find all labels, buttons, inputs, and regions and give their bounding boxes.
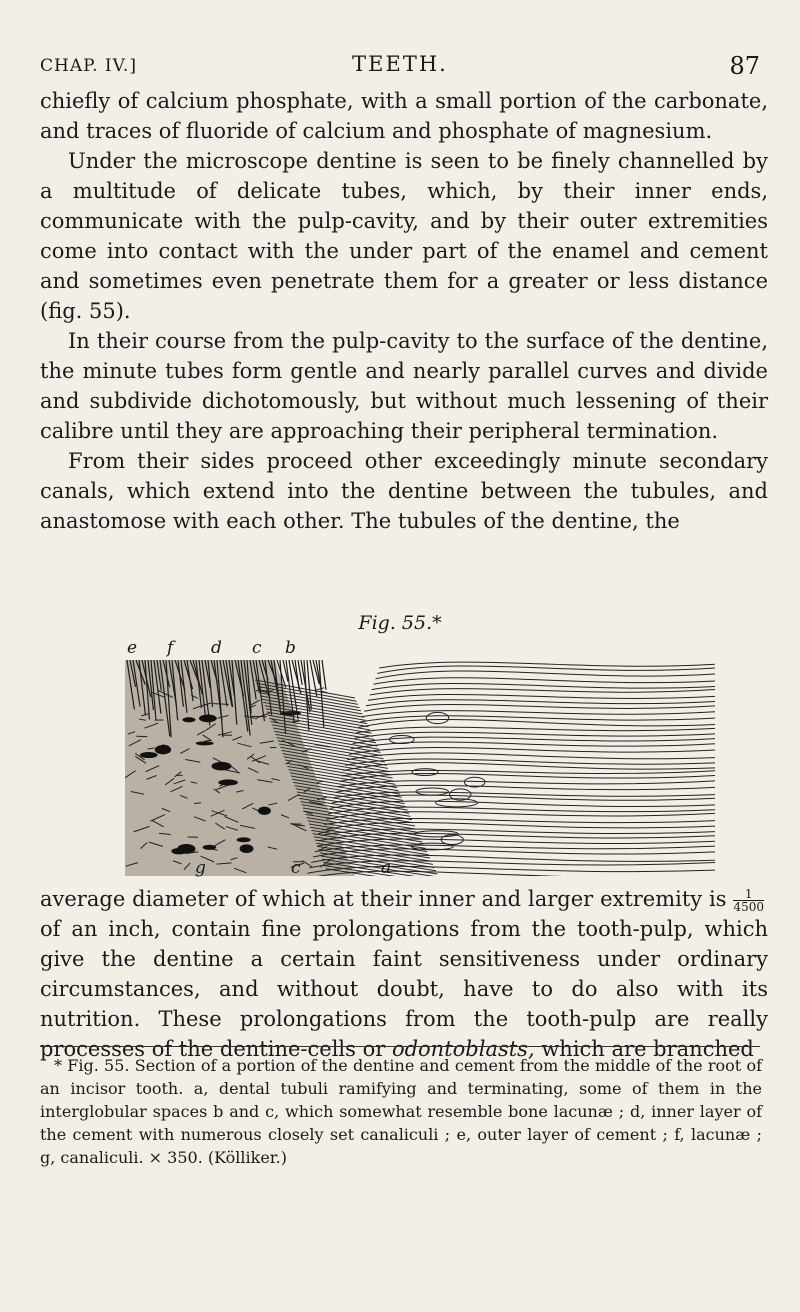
- dental-tubule: [341, 770, 715, 776]
- paragraph-line: average diameter of which at their inner and larger extremity is: [40, 887, 727, 911]
- lacuna: [155, 745, 171, 754]
- paragraph: Under the microscope dentine is seen to be finely channelled by a multitude of delicate tubes, which, by their inner ends, communicate with the pulp-cavity, and by their outer extremities come into contact with the under part of the enamel and cement and sometimes even penetrate them for a greater or less distance (fig. 55).: [40, 149, 768, 323]
- figure-label: g: [195, 858, 206, 878]
- lacuna: [237, 837, 251, 842]
- chapter-label: CHAP. IV.]: [40, 56, 137, 76]
- figure-label: c: [291, 858, 301, 878]
- dental-tubule: [315, 845, 715, 852]
- lacuna: [240, 844, 254, 853]
- canaliculus: [205, 740, 211, 741]
- page-header: [40, 52, 760, 82]
- dental-tubule: [375, 671, 715, 679]
- footnote-text: * Fig. 55. Section of a portion of the dentine and cement from the middle of the root of an incisor tooth. a, dental tubuli ramifying and terminating, some of them in the interglobular spaces b and c, which somewhat resemble bone lacunæ ; d, inner layer of the cement with numerous closely set canaliculi ; e, outer layer of cement ; f, lacunæ ; g, canaliculi. × 350. (Kölliker.): [40, 1056, 762, 1167]
- dental-tubule: [347, 753, 715, 760]
- dental-tubule: [358, 720, 715, 728]
- page-number: 87: [729, 52, 760, 80]
- lacuna: [203, 845, 217, 850]
- dental-tubule: [336, 785, 715, 792]
- fraction: [733, 888, 764, 913]
- body-text-top: [40, 86, 768, 536]
- lacuna: [177, 844, 195, 854]
- fraction-denominator: 4500: [733, 900, 764, 914]
- lacuna: [196, 741, 214, 745]
- figure-label: f: [167, 638, 174, 658]
- paragraph: In their course from the pulp-cavity to the surface of the dentine, the minute tubes form gentle and nearly parallel curves and divide and subdivide dichotomously, but without much lessening of their calibre until they are approaching their peripheral termination.: [40, 329, 768, 443]
- dentine-illustration: [125, 660, 715, 876]
- fraction-numerator: 1: [733, 888, 764, 901]
- paragraph-text: of an inch, contain fine prolongations from the tooth-pulp, which give the dentine a certain faint sensitiveness under ordinary circumstances, and without doubt, have to do also with its nutrition. These prolongations from the tooth-pulp are really processes of the dentine-cells or: [40, 917, 768, 1061]
- paragraph: From their sides proceed other exceedingly minute secondary canals, which extend into the dentine between the tubules, and anastomose with each other. The tubules of the dentine, the: [40, 449, 768, 533]
- running-title: TEETH.: [352, 52, 448, 76]
- footnote: [40, 1054, 762, 1169]
- paragraph: chiefly of calcium phosphate, with a small portion of the carbonate, and traces of fluoride of calcium and phosphate of magnesium.: [40, 89, 768, 143]
- footnote-rule: [40, 1046, 760, 1047]
- figure-labels-bottom: [125, 858, 715, 882]
- canaliculus: [315, 688, 324, 691]
- figure-labels-top: [125, 638, 715, 662]
- dental-tubule: [360, 716, 715, 722]
- interglobular-space: [464, 777, 485, 787]
- figure-caption: Fig. 55.*: [358, 612, 442, 634]
- dental-tubule: [368, 694, 715, 700]
- lacuna: [140, 752, 158, 758]
- interglobular-space: [412, 769, 438, 776]
- body-text-bottom: [40, 884, 768, 1064]
- figure-label: d: [211, 638, 222, 658]
- lacuna: [199, 714, 217, 722]
- dental-tubule: [374, 678, 715, 684]
- paragraph-tail: which are branched: [541, 1037, 754, 1061]
- lacuna: [182, 717, 195, 722]
- lacuna: [258, 807, 271, 815]
- figure-dentine-section: [125, 640, 715, 880]
- dental-tubule: [334, 792, 715, 798]
- figure-label: e: [127, 638, 138, 658]
- lacuna: [211, 762, 231, 771]
- dental-tubule: [345, 759, 715, 765]
- dental-tubule: [362, 711, 715, 717]
- interglobular-space: [426, 712, 448, 723]
- cement-striation: [322, 660, 326, 690]
- interglobular-space: [389, 736, 414, 744]
- lacuna: [218, 779, 238, 785]
- dental-tubule: [340, 773, 715, 781]
- italic-term: odontoblasts,: [391, 1037, 535, 1061]
- dental-tubule: [357, 727, 715, 733]
- figure-label: a: [381, 858, 392, 878]
- figure-label: c: [252, 638, 262, 658]
- figure-label: b: [285, 638, 296, 658]
- dental-tubule: [372, 683, 715, 689]
- paragraph: [40, 884, 768, 1064]
- dental-tubule: [364, 704, 715, 711]
- dental-tubule: [370, 689, 715, 695]
